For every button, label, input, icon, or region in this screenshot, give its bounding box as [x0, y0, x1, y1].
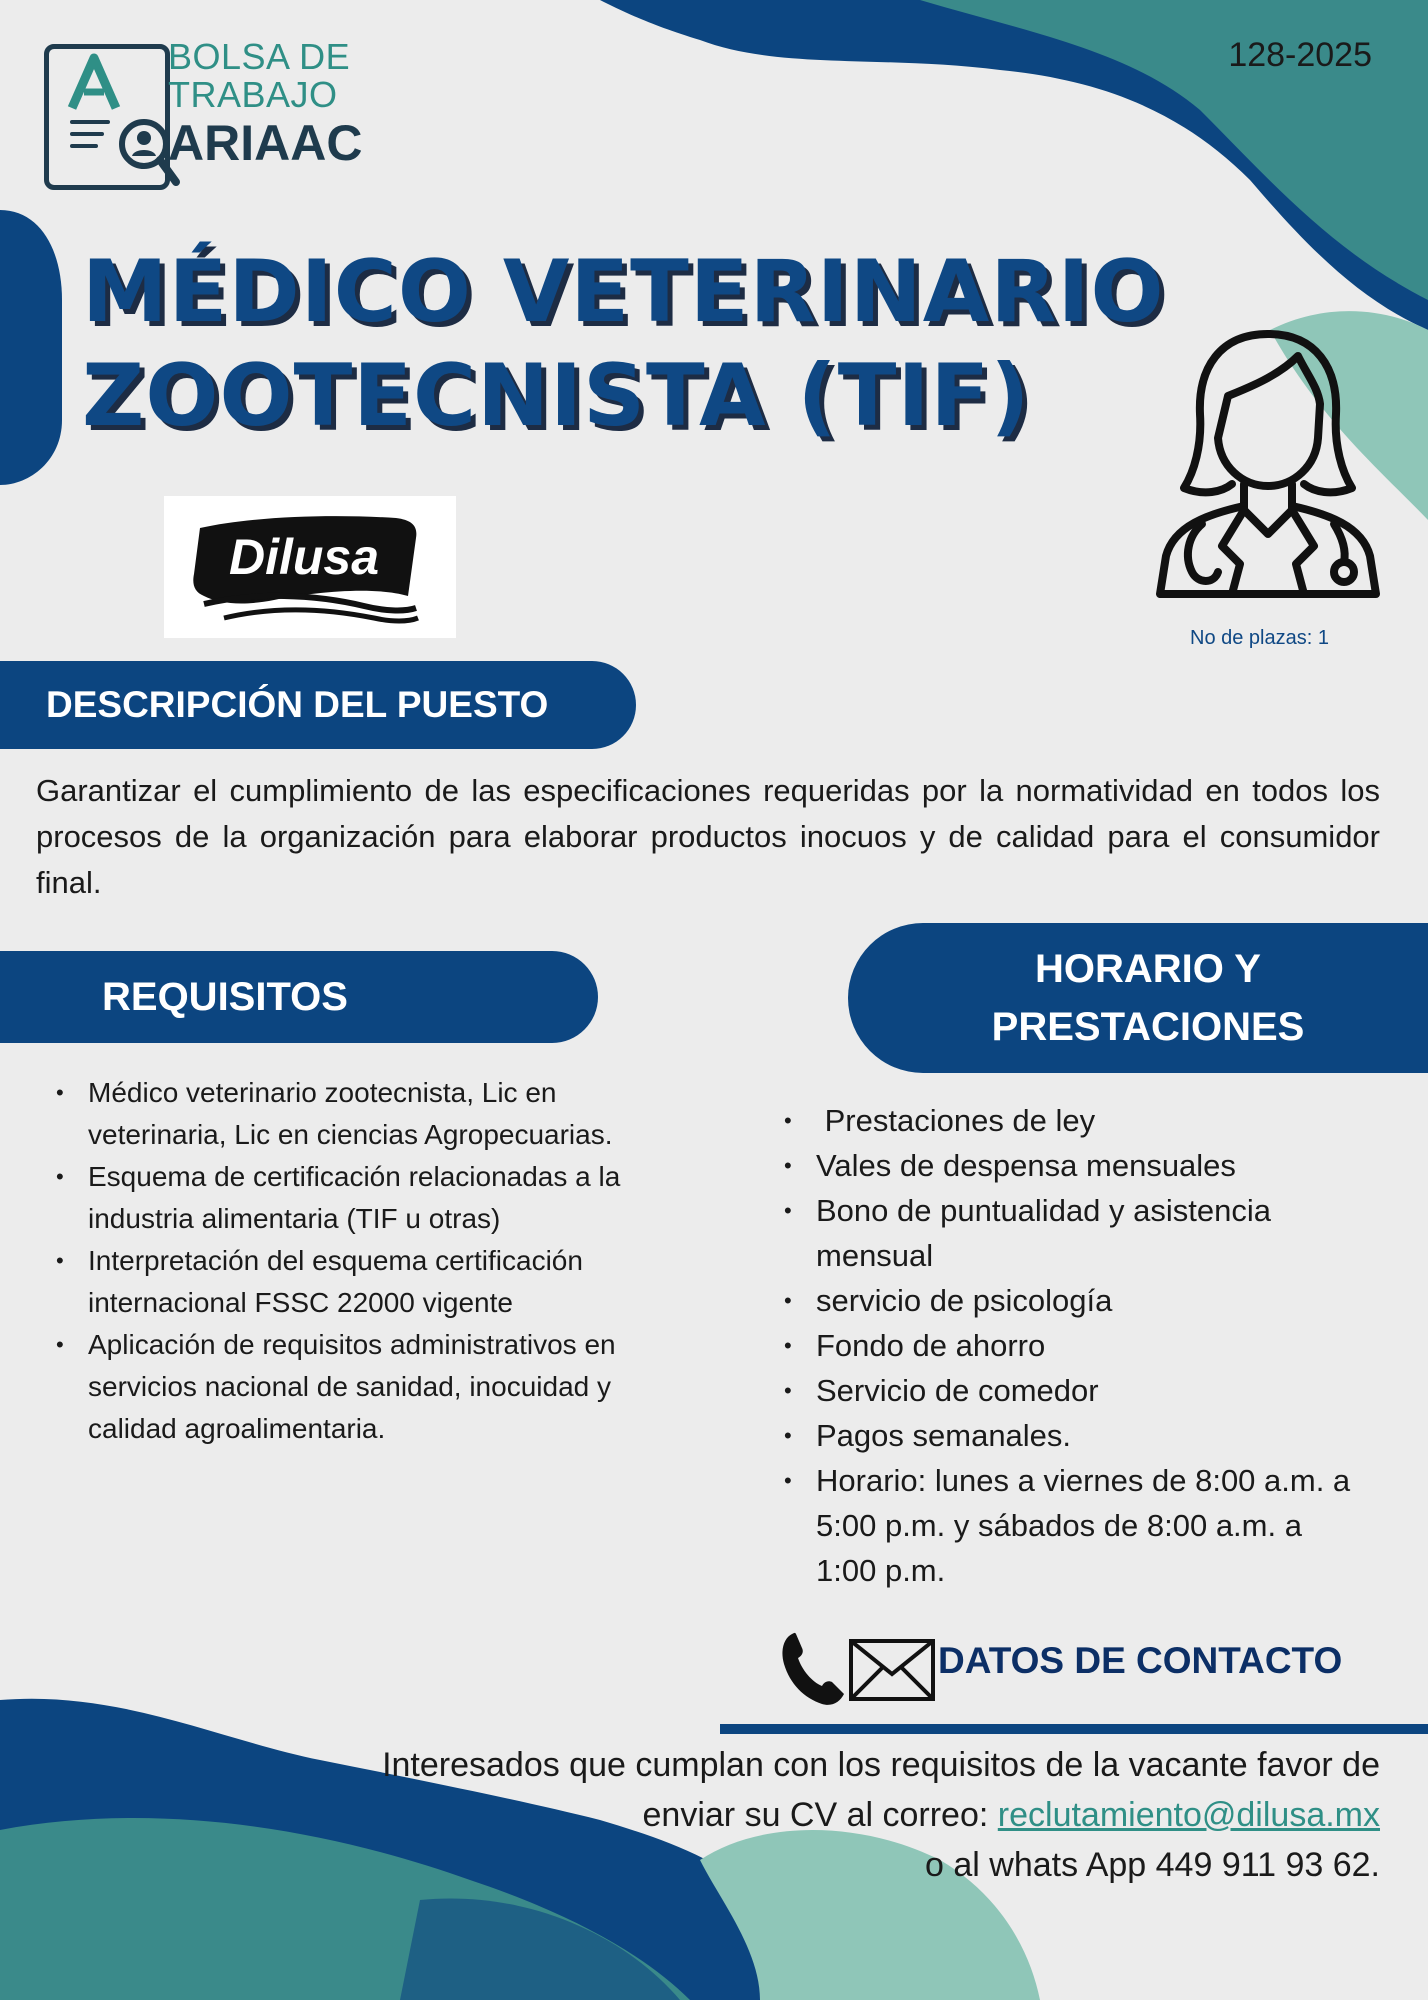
logo-lines	[70, 120, 114, 156]
company-name: Dilusa	[228, 529, 380, 585]
list-item: • servicio de psicología	[766, 1278, 1366, 1323]
phone-icon	[778, 1628, 850, 1708]
list-item: • Pagos semanales.	[766, 1413, 1366, 1458]
benefits-list	[766, 1098, 1366, 1593]
mail-icon	[848, 1638, 936, 1702]
list-item: • Médico veterinario zootecnista, Lic en veterinaria, Lic en ciencias Agropecuarias.	[38, 1072, 678, 1156]
description-heading: DESCRIPCIÓN DEL PUESTO	[0, 661, 636, 749]
folio-number: 128-2025	[1228, 36, 1372, 74]
list-item: • Fondo de ahorro	[766, 1323, 1366, 1368]
list-item: • Aplicación de requisitos administrativos en servicios nacional de sanidad, inocuidad y calidad agroalimentaria.	[38, 1324, 678, 1450]
job-title	[82, 240, 1222, 448]
list-item: • Esquema de certificación relacionadas a la industria alimentaria (TIF u otras)	[38, 1156, 678, 1240]
logo-a-icon	[66, 52, 122, 112]
contact-heading: DATOS DE CONTACTO	[938, 1640, 1343, 1681]
email-link[interactable]: reclutamiento@dilusa.mx	[997, 1796, 1380, 1834]
contact-line2-prefix: enviar su CV al correo:	[642, 1796, 998, 1834]
list-item: • Servicio de comedor	[766, 1368, 1366, 1413]
list-item: • Prestaciones de ley	[766, 1098, 1366, 1143]
doctor-icon	[1148, 326, 1388, 606]
schedule-heading-line2: PRESTACIONES	[991, 1005, 1305, 1049]
logo-brand: ARIAAC	[168, 115, 363, 171]
list-item: • Vales de despensa mensuales	[766, 1143, 1366, 1188]
list-item: • Bono de puntualidad y asistencia mensual	[766, 1188, 1366, 1278]
contact-text	[80, 1740, 1380, 1890]
list-item: • Interpretación del esquema certificación internacional FSSC 22000 vigente	[38, 1240, 678, 1324]
schedule-heading-line1: HORARIO Y	[1035, 947, 1261, 991]
requirements-list	[38, 1072, 678, 1450]
logo-title	[168, 38, 350, 114]
logo-line1: BOLSA DE	[168, 36, 351, 77]
job-title-line2: ZOOTECNISTA (TIF)	[82, 346, 1031, 446]
logo-line2: TRABAJO	[168, 74, 338, 115]
company-logo-shape	[164, 496, 456, 638]
description-text: Garantizar el cumplimiento de las especificaciones requeridas por la normatividad en todos los procesos de la organización para elaborar productos inocuos y de calidad para el consumidor final.	[36, 773, 1380, 900]
vacancies-count: No de plazas: 1	[1190, 627, 1329, 649]
job-title-line1: MÉDICO VETERINARIO	[82, 242, 1165, 342]
contact-line1: Interesados que cumplan con los requisitos de la vacante favor de	[382, 1746, 1380, 1784]
list-item: • Horario: lunes a viernes de 8:00 a.m. a 5:00 p.m. y sábados de 8:00 a.m. a 1:00 p.m.	[766, 1458, 1366, 1593]
contact-divider	[720, 1724, 1428, 1734]
requirements-heading: REQUISITOS	[0, 951, 598, 1043]
contact-line3: o al whats App 449 911 93 62.	[925, 1846, 1380, 1884]
company-logo	[164, 496, 456, 638]
schedule-heading	[848, 923, 1428, 1073]
